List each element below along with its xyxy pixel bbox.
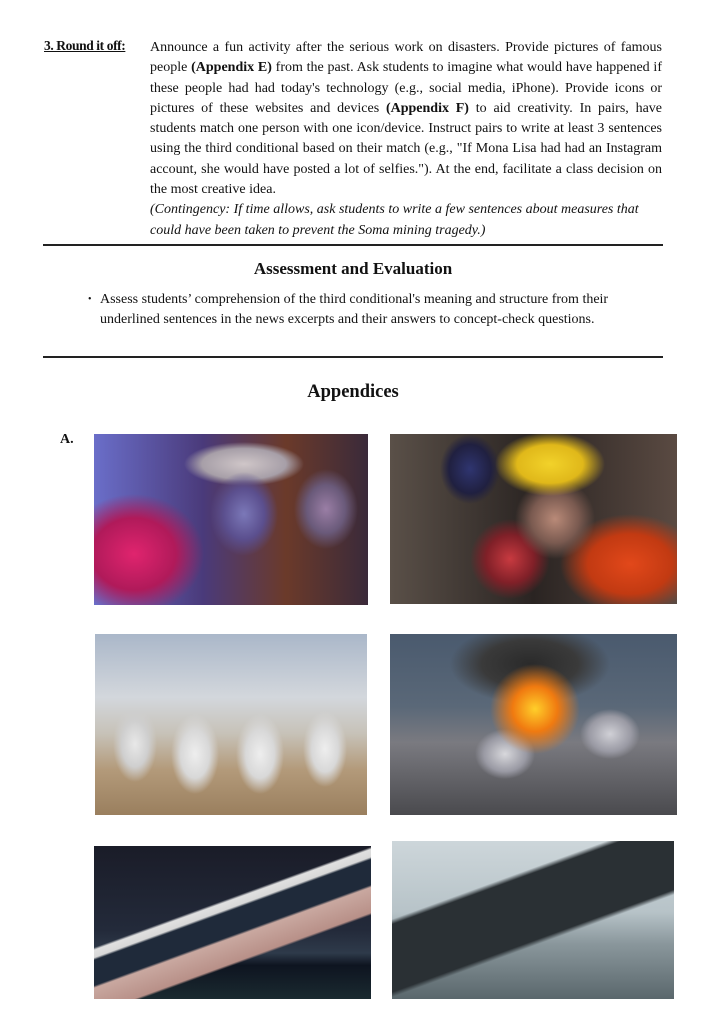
- appendices-heading: Appendices: [307, 382, 399, 402]
- step-text: from the past. Ask students to imagine what would have happened if these people had had today's technology (e.g., social media, iPhone). Provide icons or pictures of these websites and devices: [150, 60, 662, 116]
- appendix-e-reference: (Appendix E): [191, 60, 272, 76]
- rescued-miner-photo: [94, 434, 368, 605]
- step-label: 3. Round it off:: [44, 38, 126, 53]
- nuclear-plant-workers-photo: [95, 634, 367, 815]
- refinery-fire-photo: [390, 634, 677, 815]
- miner-embrace-photo: [390, 434, 677, 604]
- contingency-note: (Contingency: If time allows, ask students to write a few sentences about measures that could have been taken to prevent the Soma mining tragedy.): [150, 202, 639, 238]
- appendix-a-label: A.: [60, 432, 74, 447]
- bullet-icon: •: [88, 294, 92, 305]
- assessment-item-text: Assess students’ comprehension of the third conditional's meaning and structure from their underlined sentences in the news excerpts and their answers to concept-check questions.: [100, 292, 609, 327]
- section-divider: [43, 244, 663, 246]
- step-text: to aid creativity. In pairs, have students match one person with one icon/device. Instruct pairs to write at least 3 sentences using the third conditional based on their match (e.g., "If Mona Lisa had had an Instagram account, she would have posted a lot of selfies."). At the end, facilitate a class decision on the most creative idea.: [150, 100, 662, 198]
- titanic-sinking-film-photo: [94, 846, 371, 999]
- step-text: Announce a fun activity after the serious work on disasters. Provide pictures of famous people: [150, 40, 662, 76]
- step-description: [150, 38, 662, 241]
- assessment-list-item: [88, 290, 668, 330]
- section-divider: [43, 356, 663, 358]
- assessment-heading: Assessment and Evaluation: [253, 259, 453, 278]
- titanic-sinking-illustration: [392, 841, 674, 999]
- appendix-f-reference: (Appendix F): [385, 100, 469, 116]
